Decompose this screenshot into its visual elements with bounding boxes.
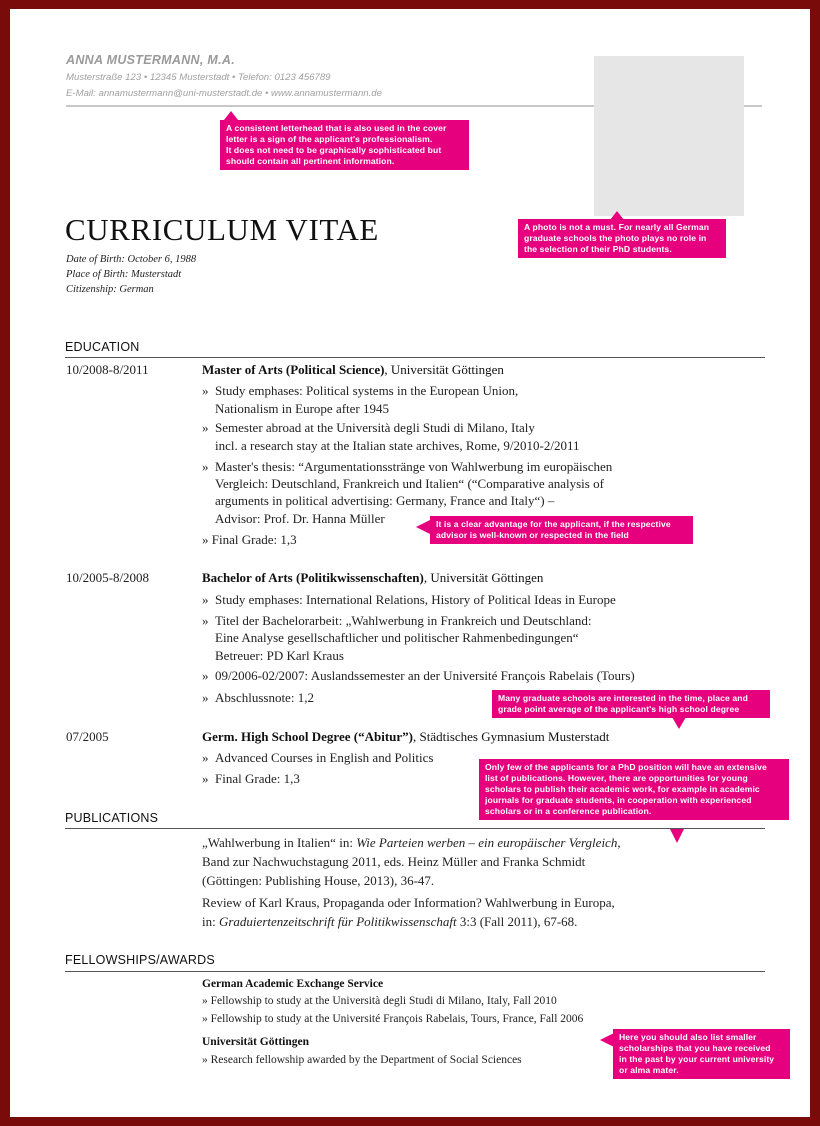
master-bullet-thesis-l2: Vergleich: Deutschland, Frankreich und Italien“ (“Comparative analysis of [215, 476, 604, 491]
callout-text: A photo is not a must. For nearly all German [524, 222, 710, 232]
callout-pointer [416, 520, 430, 534]
callout-text: graduate schools the photo plays no role in [524, 233, 707, 243]
bullet-marker: » [202, 459, 209, 474]
bachelor-bullet-advisor: Betreuer: PD Karl Kraus [215, 648, 344, 663]
section-rule [65, 971, 765, 972]
master-final-grade: » Final Grade: 1,3 [202, 532, 297, 547]
bachelor-bullet-thesis: Titel der Bachelorarbeit: „Wahlwerbung in Frankreich und Deutschland: [215, 613, 592, 628]
fellowships-heading: FELLOWSHIPS/AWARDS [65, 953, 215, 967]
callout-text: list of publications. However, there are opportunities for young [485, 773, 748, 783]
master-bullet-thesis-l3: arguments in political advertising: Germany, France and Italy“) – [215, 493, 555, 508]
callout-text: journals for graduate students, in cooperation with experienced [485, 795, 752, 805]
callout-pointer [610, 211, 624, 220]
bachelor-degree: Bachelor of Arts (Politikwissenschaften) [202, 570, 424, 585]
letterhead-name: ANNA MUSTERMANN, M.A. [66, 53, 236, 67]
callout-text: It is a clear advantage for the applicant, if the respective [436, 519, 671, 529]
bullet-marker: » [202, 771, 209, 786]
bullet-marker: » [202, 613, 209, 628]
fellowship-goettingen: Universität Göttingen [202, 1036, 310, 1048]
letterhead-contact: E-Mail: annamustermann@uni-musterstadt.de • www.annamustermann.de [66, 88, 382, 99]
photo-placeholder [594, 56, 744, 216]
master-bullet-abroad-cont: incl. a research stay at the Italian state archives, Rome, 9/2010-2/2011 [215, 438, 580, 453]
callout-text: the selection of their PhD students. [524, 244, 672, 254]
bachelor-institution: , Universität Göttingen [423, 570, 544, 585]
publication-1-volume: Wie Parteien werben – ein europäischer Vergleich, [356, 835, 621, 850]
section-rule [65, 357, 765, 358]
fellowship-daad: German Academic Exchange Service [202, 978, 384, 990]
callout-text: letter is a sign of the applicant's professionalism. [226, 134, 433, 144]
master-bullet-emphases: Study emphases: Political systems in the European Union, [215, 383, 519, 398]
callout-text: or alma mater. [619, 1065, 679, 1075]
master-bullet-advisor: Advisor: Prof. Dr. Hanna Müller [215, 511, 385, 526]
master-degree: Master of Arts (Political Science) [202, 362, 385, 377]
callout-text: Many graduate schools are interested in the time, place and [498, 693, 748, 703]
publication-2-line2 [202, 914, 577, 930]
section-rule [65, 828, 765, 829]
page-title: CURRICULUM VITAE [65, 212, 379, 247]
master-heading [202, 362, 504, 378]
publication-2-in: in: [202, 914, 219, 929]
callout-pointer [672, 717, 686, 729]
callout-pointer [224, 111, 238, 120]
bullet-marker: » [202, 592, 209, 607]
callout-text: A consistent letterhead that is also used in the cover [226, 123, 447, 133]
publication-2-journal: Graduiertenzeitschrift für Politikwissenschaft [218, 914, 457, 929]
master-bullet-emphases-cont: Nationalism in Europe after 1945 [215, 401, 390, 416]
callout-scholarships [613, 1029, 790, 1079]
abitur-heading [202, 729, 609, 745]
publication-1 [202, 835, 621, 851]
callout-letterhead [220, 120, 469, 170]
callout-text: in the past by your current university [619, 1054, 775, 1064]
callout-text: grade point average of the applicant's high school degree [498, 704, 740, 714]
abitur-bullet-courses: Advanced Courses in English and Politics [215, 750, 434, 765]
publications-heading: PUBLICATIONS [65, 811, 159, 825]
bachelor-bullet-emphases: Study emphases: International Relations, History of Political Ideas in Europe [215, 592, 616, 607]
callout-text: scholarships that you have received [619, 1043, 771, 1053]
bachelor-date: 10/2005-8/2008 [66, 570, 150, 585]
education-heading: EDUCATION [65, 340, 140, 354]
bachelor-final-grade: Abschlussnote: 1,2 [215, 690, 314, 705]
callout-text: scholars or in a conference publication. [485, 806, 652, 816]
fellowship-daad-item-1: » Fellowship to study at the Università degli Studi di Milano, Italy, Fall 2010 [202, 995, 557, 1007]
bullet-marker: » [202, 668, 209, 683]
cv-page [10, 9, 810, 1117]
bachelor-bullet-abroad: 09/2006-02/2007: Auslandssemester an der Université François Rabelais (Tours) [215, 668, 635, 683]
bullet-marker: » [202, 750, 209, 765]
letterhead-address: Musterstraße 123 • 12345 Musterstadt • Telefon: 0123 456789 [66, 72, 331, 83]
callout-text: advisor is well-known or respected in the field [436, 530, 629, 540]
master-institution: , Universität Göttingen [384, 362, 504, 377]
master-date: 10/2008-8/2011 [66, 362, 149, 377]
callout-text: Here you should also list smaller [619, 1032, 757, 1042]
publication-2: Review of Karl Kraus, Propaganda oder Information? Wahlwerbung in Europa, [202, 895, 615, 910]
date-of-birth: Date of Birth: October 6, 1988 [66, 254, 197, 265]
fellowship-goettingen-item-1: » Research fellowship awarded by the Department of Social Sciences [202, 1054, 522, 1066]
callout-text: It does not need to be graphically sophisticated but [226, 145, 442, 155]
fellowship-daad-item-2: » Fellowship to study at the Université François Rabelais, Tours, France, Fall 2006 [202, 1013, 584, 1025]
master-bullet-thesis: Master's thesis: “Argumentationsstränge von Wahlwerbung im europäischen [215, 459, 613, 474]
bachelor-bullet-thesis-l2: Eine Analyse gesellschaftlicher und politischer Rahmenbedingungen“ [215, 630, 579, 645]
publication-1-line3: (Göttingen: Publishing House, 2013), 36-47. [202, 873, 435, 888]
bullet-marker: » [202, 420, 209, 435]
publication-1-title: „Wahlwerbung in Italien“ in: [202, 835, 357, 850]
publication-2-issue: 3:3 (Fall 2011), 67-68. [456, 914, 578, 929]
publication-1-line2: Band zur Nachwuchstagung 2011, eds. Heinz Müller and Franka Schmidt [202, 854, 586, 869]
callout-text: Only few of the applicants for a PhD position will have an extensive [485, 762, 767, 772]
callout-highschool [492, 690, 770, 718]
bullet-marker: » [202, 383, 209, 398]
callout-pointer [670, 829, 684, 843]
callout-advisor [430, 516, 693, 544]
bullet-marker: » [202, 690, 209, 705]
bachelor-heading [202, 570, 543, 586]
callout-publications [479, 759, 789, 820]
callout-photo [518, 219, 726, 258]
master-bullet-abroad: Semester abroad at the Università degli Studi di Milano, Italy [215, 420, 535, 435]
callout-text: scholars to publish their academic work, for example in academic [485, 784, 760, 794]
place-of-birth: Place of Birth: Musterstadt [66, 269, 182, 280]
abitur-degree: Germ. High School Degree (“Abitur”) [202, 729, 413, 744]
callout-text: should contain all pertinent information. [226, 156, 395, 166]
abitur-institution: , Städtisches Gymnasium Musterstadt [412, 729, 610, 744]
citizenship: Citizenship: German [66, 284, 154, 295]
abitur-final-grade: Final Grade: 1,3 [215, 771, 300, 786]
callout-pointer [600, 1033, 614, 1047]
abitur-date: 07/2005 [66, 729, 109, 744]
